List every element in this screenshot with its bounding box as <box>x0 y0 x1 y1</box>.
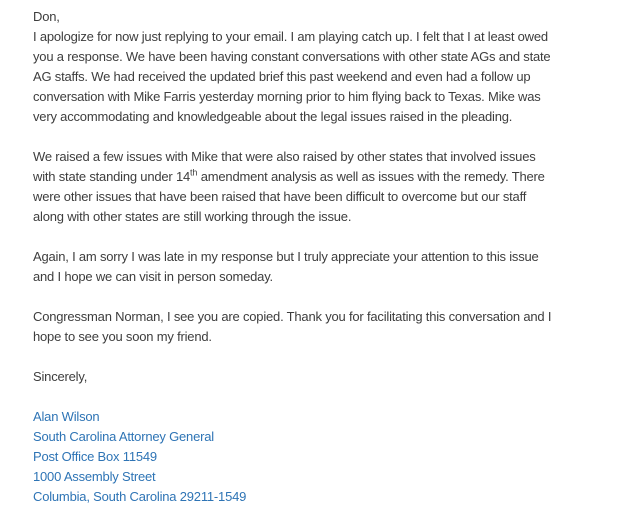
greeting-line: Don, <box>33 9 60 24</box>
paragraph-apology <box>33 247 632 287</box>
paragraph-greeting-intro <box>33 7 632 127</box>
paragraph-congressman-norman <box>33 307 632 347</box>
signature-block <box>33 407 632 507</box>
signature-po-box: Post Office Box 11549 <box>33 449 157 464</box>
text-line: AG staffs. We had received the updated brief this past weekend and even had a follow up <box>33 69 531 84</box>
text-line: were other issues that have been raised that have been difficult to overcome but our staff <box>33 189 527 204</box>
paragraph-issues-raised <box>33 147 632 227</box>
signature-city-state-zip: Columbia, South Carolina 29211-1549 <box>33 489 247 504</box>
text-line: and I hope we can visit in person someday. <box>33 269 273 284</box>
signature-name: Alan Wilson <box>33 409 100 424</box>
text-line: you a response. We have been having constant conversations with other state AGs and state <box>33 49 551 64</box>
text-line: conversation with Mike Farris yesterday morning prior to him flying back to Texas. Mike was <box>33 89 541 104</box>
text-line: Congressman Norman, I see you are copied. Thank you for facilitating this conversation and I <box>33 309 552 324</box>
text-after-superscript: amendment analysis as well as issues with the remedy. There <box>197 169 545 184</box>
signature-title: South Carolina Attorney General <box>33 429 214 444</box>
text-line: We raised a few issues with Mike that were also raised by other states that involved issues <box>33 149 536 164</box>
superscript-th: th <box>190 167 198 178</box>
text-line: along with other states are still working through the issue. <box>33 209 352 224</box>
text-line-with-superscript <box>33 167 632 187</box>
text-line: Again, I am sorry I was late in my response but I truly appreciate your attention to this issue <box>33 249 539 264</box>
text-line: very accommodating and knowledgeable about the legal issues raised in the pleading. <box>33 109 513 124</box>
text-before-superscript: with state standing under 14 <box>33 169 191 184</box>
closing-line: Sincerely, <box>33 369 88 384</box>
paragraph-closing <box>33 367 632 387</box>
text-line: I apologize for now just replying to your email. I am playing catch up. I felt that I at least owed <box>33 29 548 44</box>
text-line: hope to see you soon my friend. <box>33 329 212 344</box>
signature-street: 1000 Assembly Street <box>33 469 156 484</box>
